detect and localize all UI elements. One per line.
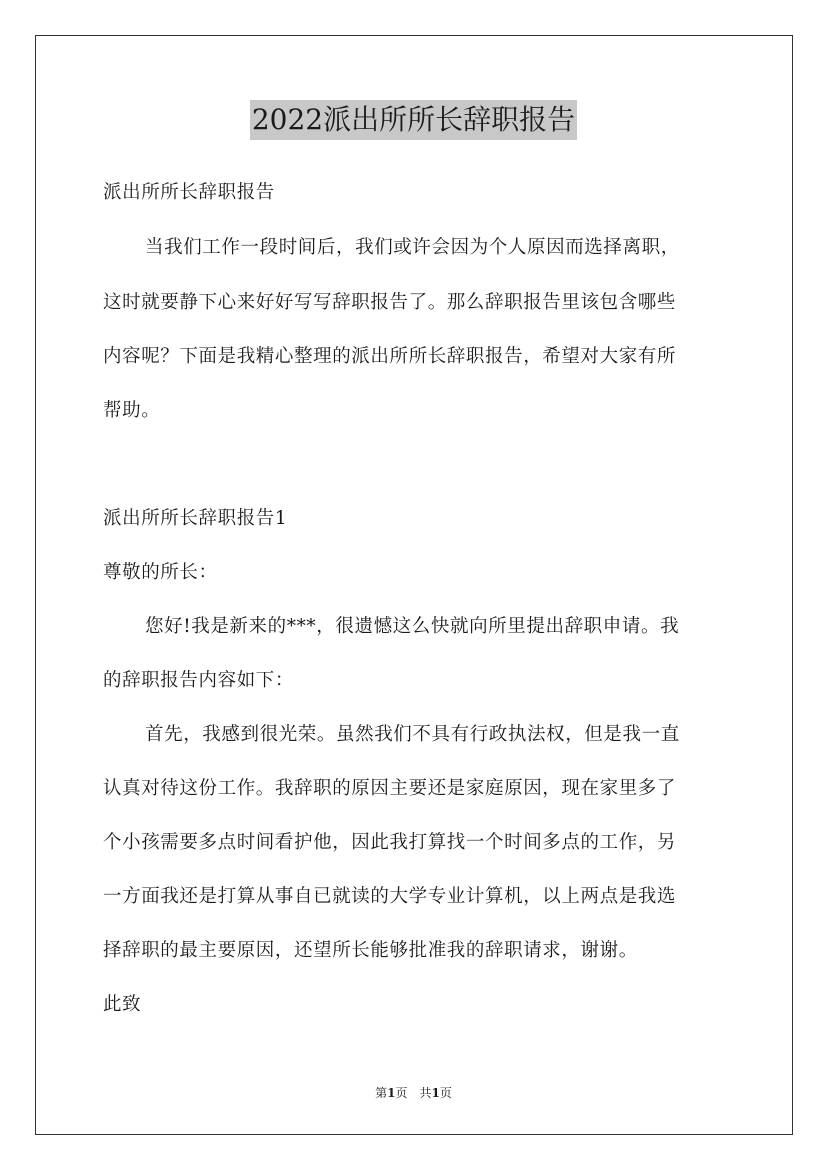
body-line-2: 的辞职报告内容如下： xyxy=(103,670,295,691)
salutation-line: 尊敬的所长： xyxy=(103,562,218,583)
body-line-5: 个小孩需要多点时间看护他，因此我打算找一个时间多点的工作，另 xyxy=(103,832,677,853)
subtitle-line: 派出所所长辞职报告 xyxy=(103,182,275,203)
body-line-3: 首先，我感到很光荣。虽然我们不具有行政执法权，但是我一直 xyxy=(145,724,680,745)
section-heading: 派出所所长辞职报告1 xyxy=(103,508,288,529)
page-footer xyxy=(0,1084,827,1102)
title-wrap xyxy=(0,100,827,140)
body-line-4: 认真对待这份工作。我辞职的原因主要还是家庭原因，现在家里多了 xyxy=(103,778,677,799)
intro-line-4: 帮助。 xyxy=(103,400,161,421)
intro-line-1: 当我们工作一段时间后，我们或许会因为个人原因而选择离职， xyxy=(145,237,680,258)
footer-mid: 页 共 xyxy=(395,1086,432,1100)
intro-line-3: 内容呢？下面是我精心整理的派出所所长辞职报告，希望对大家有所 xyxy=(103,346,677,367)
closing-line: 此致 xyxy=(103,994,142,1015)
footer-page-total: 1 xyxy=(431,1086,440,1100)
footer-prefix: 第 xyxy=(375,1086,388,1100)
footer-suffix: 页 xyxy=(439,1086,452,1100)
footer-page-number: 1 xyxy=(387,1086,396,1100)
document-title: 2022派出所所长辞职报告 xyxy=(250,100,577,140)
body-line-6: 一方面我还是打算从事自已就读的大学专业计算机，以上两点是我选 xyxy=(103,886,677,907)
body-line-1: 您好!我是新来的***，很遗憾这么快就向所里提出辞职申请。我 xyxy=(145,616,680,637)
body-line-7: 择辞职的最主要原因，还望所长能够批准我的辞职请求，谢谢。 xyxy=(103,940,638,961)
intro-line-2: 这时就要静下心来好好写写辞职报告了。那么辞职报告里该包含哪些 xyxy=(103,292,677,313)
